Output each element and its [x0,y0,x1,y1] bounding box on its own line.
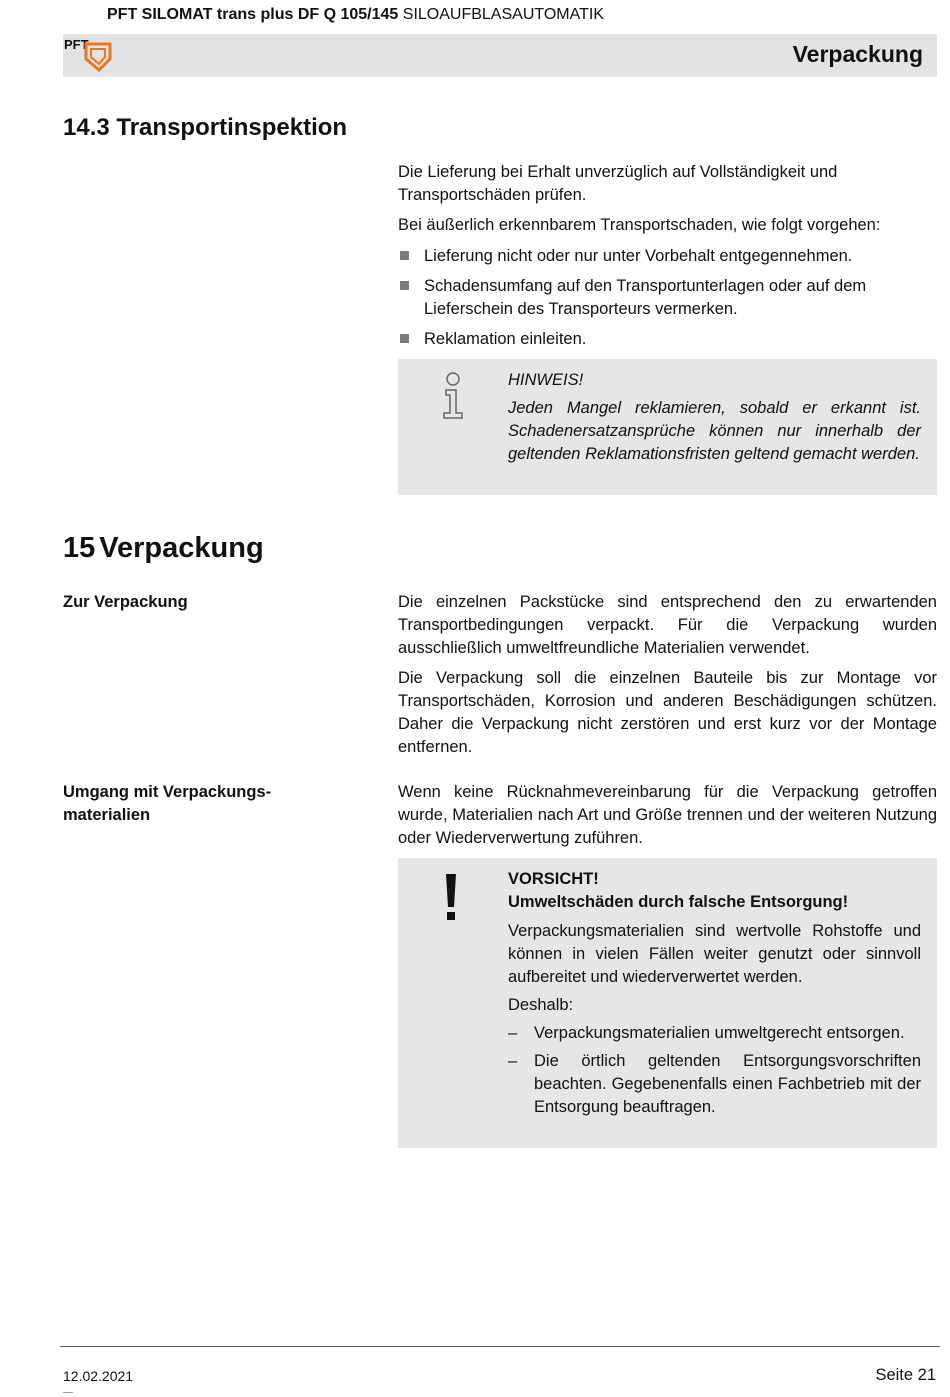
list-item: Lieferung nicht oder nur unter Vorbehalt entgegennehmen. [398,245,937,268]
pft-logo [64,37,114,75]
paragraph: Die einzelnen Packstücke sind entsprechend den zu erwartenden Transportbedingungen verpackt. Für die Verpackung wurden ausschließlich umweltfreundliche Materialien verwendet. [398,593,937,657]
caution-subtitle: Umweltschäden durch falsche Entsorgung! [508,893,849,911]
paragraph: Wenn keine Rücknahmevereinbarung für die Verpackung getroffen wurde, Materialien nach Art und Größe trennen und der weiteren Nutzung oder Wiederverwertung zuführen. [398,783,937,847]
footer-date: 12.02.2021 [63,1368,134,1384]
section-heading-transport: 14.3 Transportinspektion [63,114,348,141]
side-label-umgang: Umgang mit Verpackungs- materialien [63,783,272,824]
footer-page-number: Seite 21 [875,1366,936,1384]
chapter-heading-packaging: 15 Verpackung [63,532,264,564]
caution-deshalb: Deshalb: [508,996,574,1014]
paragraph: Die Lieferung bei Erhalt unverzüglich auf Vollständigkeit und Transportschäden prüfen. [398,163,838,204]
bullet-square-icon [400,334,409,343]
exclamation-icon [444,874,458,922]
paragraph: Die Verpackung soll die einzelnen Bauteile bis zur Montage vor Transportschäden, Korrosion und anderen Beschädigungen schützen. Daher die Verpackung nicht zerstören und erst kurz vor der Montage entfernen. [398,669,937,756]
footer-mark [63,1392,73,1393]
caution-title: VORSICHT! [508,870,599,888]
bullet-square-icon [400,251,409,260]
footer-divider [60,1346,940,1347]
caution-box [398,858,937,1148]
hint-text: Jeden Mangel reklamieren, sobald er erkannt ist. Schadenersatzansprüche können nur innerhalb der geltenden Reklamationsfristen geltend gemacht werden. [508,399,921,463]
hint-title: HINWEIS! [508,371,584,389]
bullet-square-icon [400,281,409,290]
info-icon [438,371,468,421]
caution-text: Verpackungsmaterialien sind wertvolle Rohstoffe und können in vielen Fällen weiter genutzt oder sinnvoll aufbereitet und wiederverwertet werden. [508,922,921,986]
list-item: – Verpackungsmaterialien umweltgerecht entsorgen. [508,1024,905,1042]
list-item: Reklamation einleiten. [398,328,937,351]
header-section-title: Verpackung [792,41,923,67]
document-title: PFT SILOMAT trans plus DF Q 105/145 SILOAUFBLASAUTOMATIK [107,6,605,23]
list-item: Schadensumfang auf den Transportunterlagen oder auf dem Lieferschein des Transporteurs vermerken. [398,275,937,321]
list-item: – Die örtlich geltenden Entsorgungsvorschriften beachten. Gegebenenfalls einen Fachbetrieb mit der Entsorgung beauftragen. [508,1052,921,1116]
paragraph: Bei äußerlich erkennbarem Transportschaden, wie folgt vorgehen: [398,216,881,234]
hint-box [398,359,937,495]
svg-text:PFT: PFT [64,37,89,52]
side-label-zur-verpackung: Zur Verpackung [63,593,188,611]
